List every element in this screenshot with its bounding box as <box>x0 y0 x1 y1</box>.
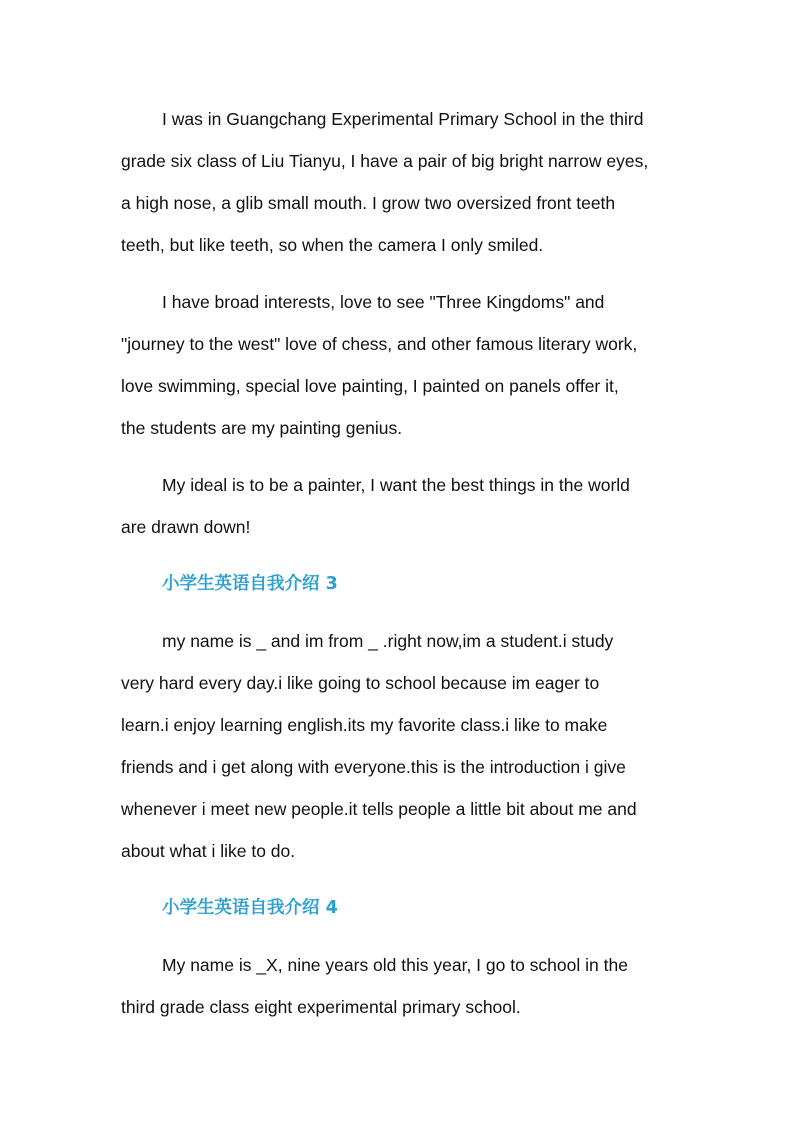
section-3-heading: 小学生英语自我介绍 3 <box>162 574 338 594</box>
section-3-line-2: very hard every day.i like going to school because im eager to <box>121 673 600 693</box>
paragraph-2-line-4: the students are my painting genius. <box>121 418 403 438</box>
section-3-line-5: whenever i meet new people.it tells people a little bit about me and <box>121 799 637 819</box>
paragraph-2-line-1: I have broad interests, love to see "Three Kingdoms" and <box>162 292 605 312</box>
section-4-heading: 小学生英语自我介绍 4 <box>162 898 338 918</box>
section-3-line-6: about what i like to do. <box>121 841 296 861</box>
section-3-line-1: my name is _ and im from _ .right now,im a student.i study <box>162 631 614 651</box>
paragraph-2-line-2: "journey to the west" love of chess, and other famous literary work, <box>121 334 638 354</box>
paragraph-3-line-1: My ideal is to be a painter, I want the best things in the world <box>162 475 630 495</box>
paragraph-1-line-3: a high nose, a glib small mouth. I grow two oversized front teeth <box>121 193 616 213</box>
section-4-line-2: third grade class eight experimental primary school. <box>121 997 521 1017</box>
paragraph-2-line-3: love swimming, special love painting, I painted on panels offer it, <box>121 376 619 396</box>
paragraph-1-line-4: teeth, but like teeth, so when the camera I only smiled. <box>121 235 544 255</box>
section-3-line-3: learn.i enjoy learning english.its my favorite class.i like to make <box>121 715 608 735</box>
section-3-line-4: friends and i get along with everyone.this is the introduction i give <box>121 757 626 777</box>
paragraph-1-line-2: grade six class of Liu Tianyu, I have a pair of big bright narrow eyes, <box>121 151 649 171</box>
section-4-line-1: My name is _X, nine years old this year, I go to school in the <box>162 955 628 975</box>
paragraph-1-line-1: I was in Guangchang Experimental Primary School in the third <box>162 109 644 129</box>
paragraph-3-line-2: are drawn down! <box>121 517 251 537</box>
